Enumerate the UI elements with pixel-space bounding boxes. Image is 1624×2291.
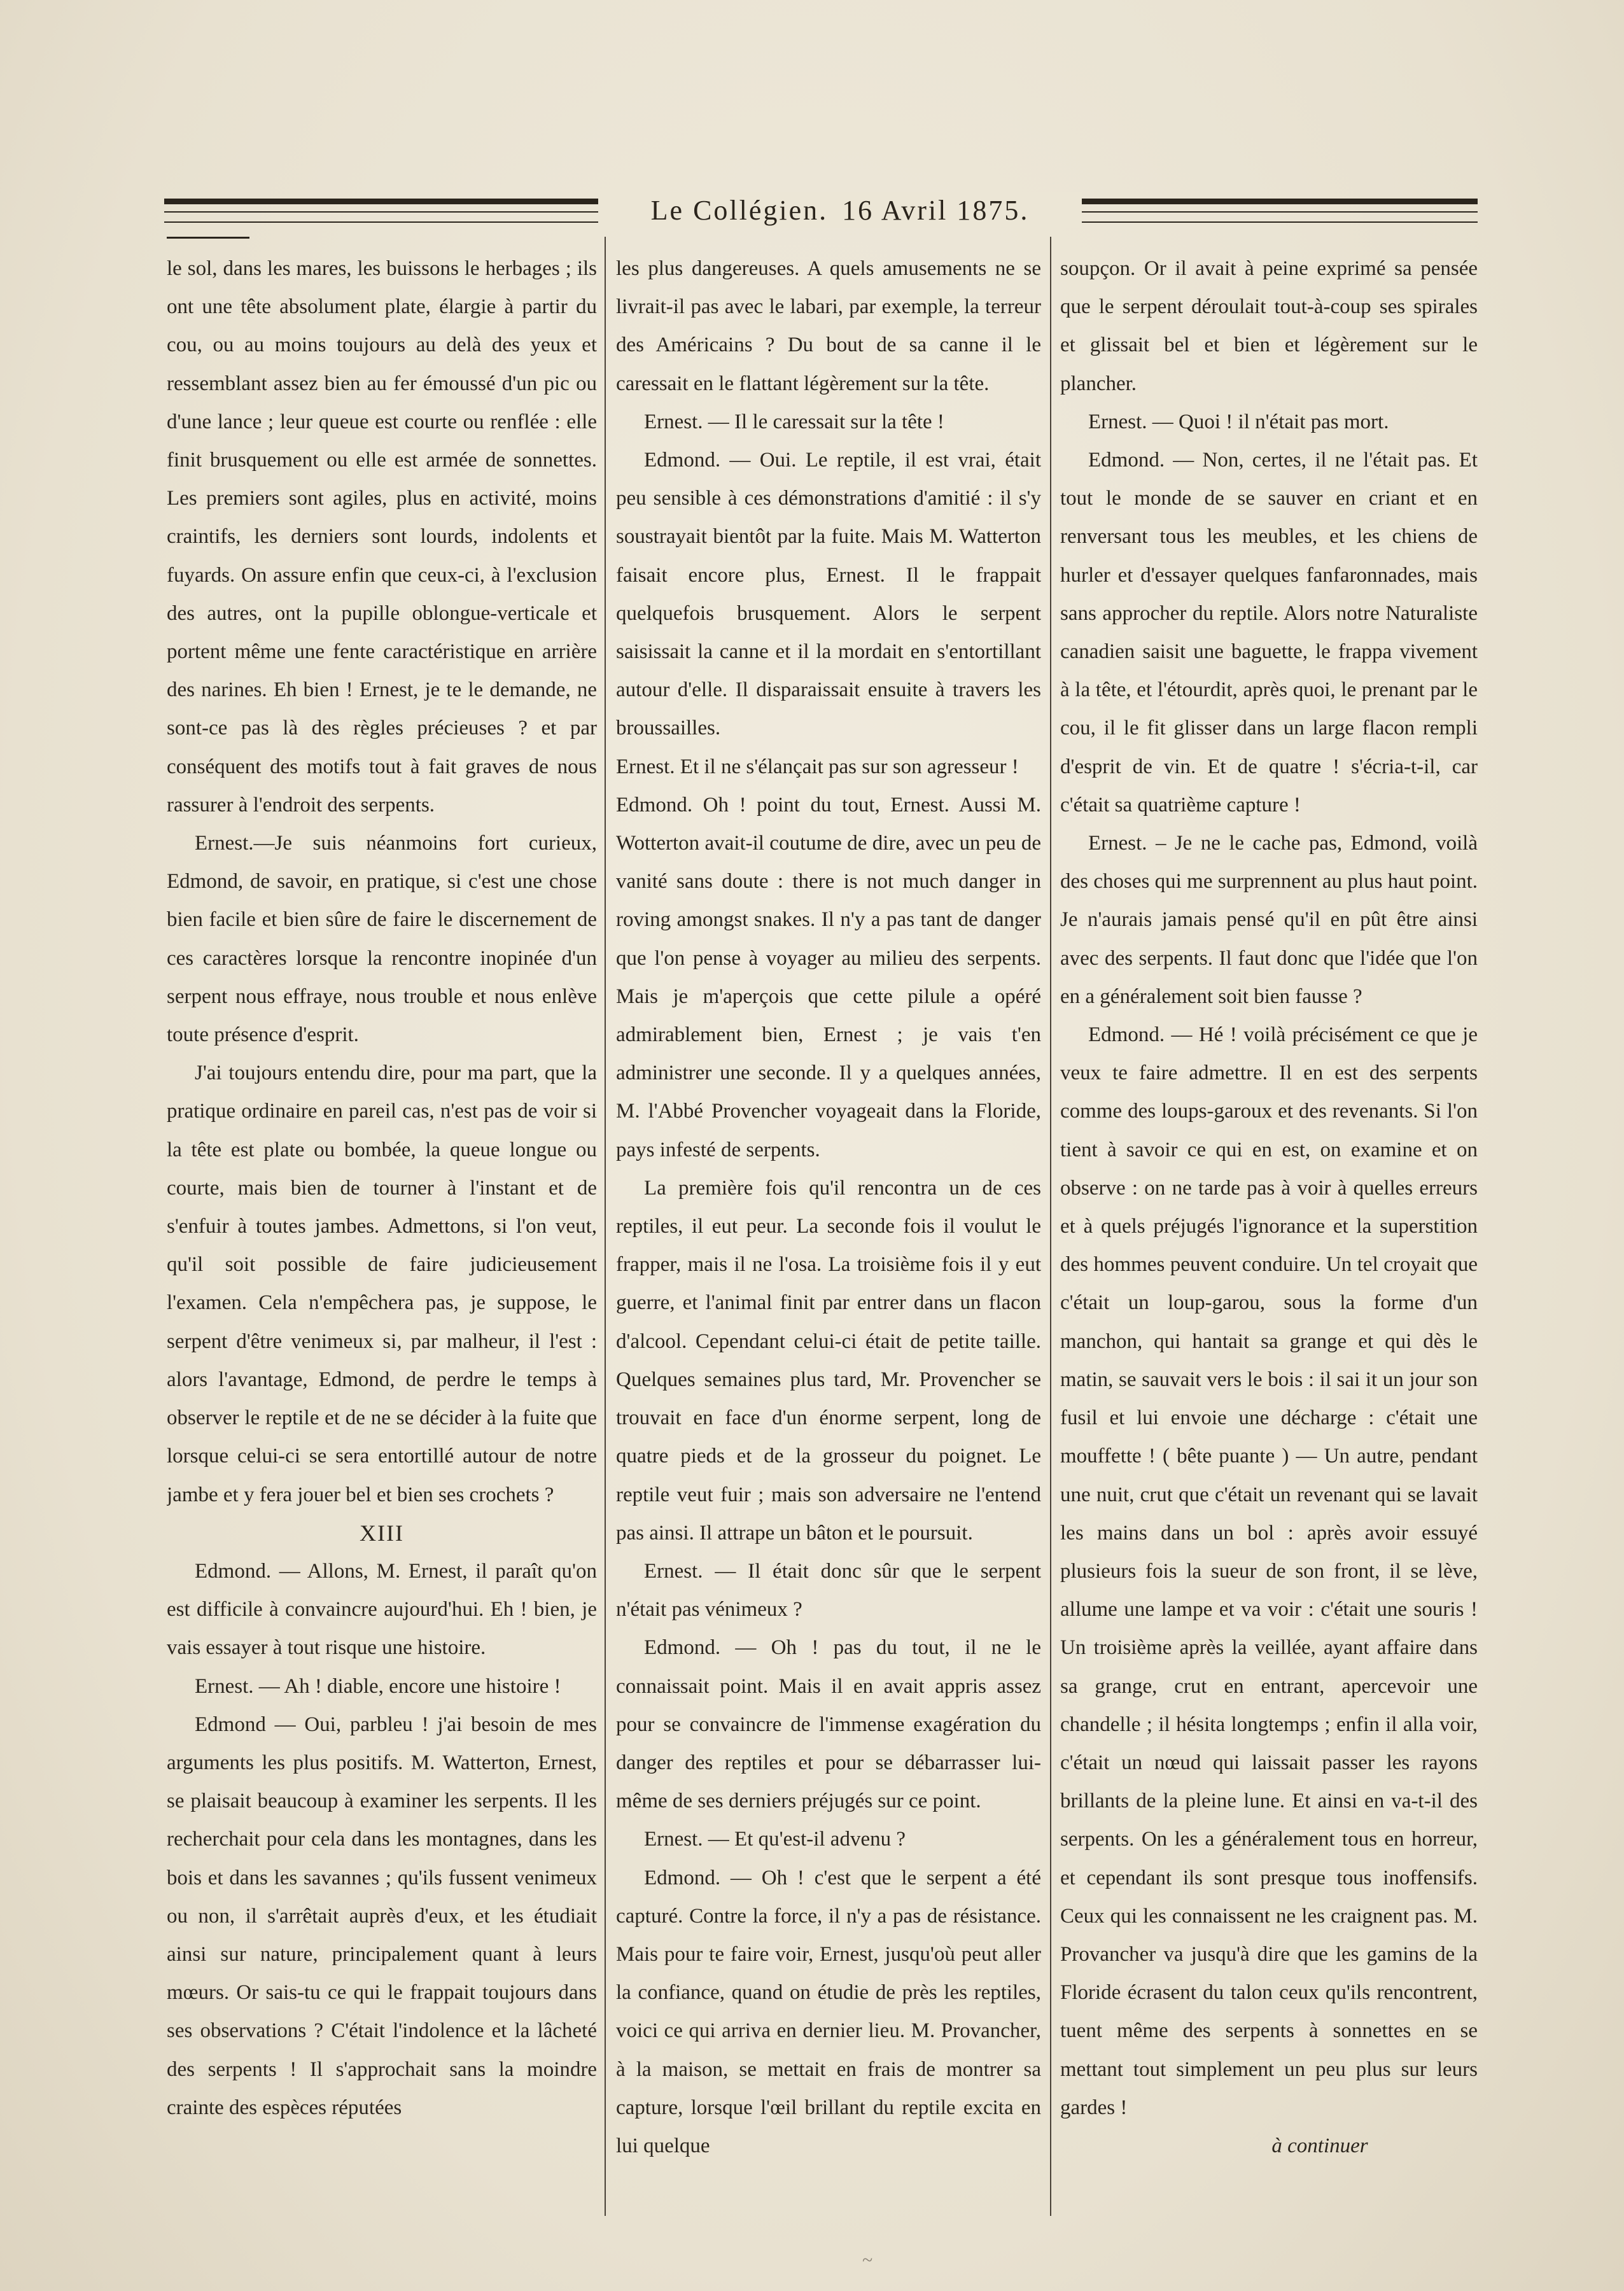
text-column-1: [167, 249, 597, 2222]
paragraph: Edmond. Oh ! point du tout, Ernest. Aussi M. Wotterton avait-il coutume de dire, avec un peu de vanité sans doute : there is not much danger in roving amongst snakes. Il n'y a pas tant de danger que l'on pense à voyager au milieu des serpents. Mais je m'aperçois que cette pilule a opéré admirablement bien, Ernest ; je vais t'en administrer une seconde. Il y a quelques années, M. l'Abbé Provencher voyageait dans la Floride, pays infesté de serpents.: [616, 793, 1041, 1161]
section-number: XIII: [360, 1520, 404, 1546]
paragraph: La première fois qu'il rencontra un de ces reptiles, il eut peur. La seconde fois il voulut le frapper, mais il ne l'osa. La troisième fois il y eut guerre, et l'animal finit par entrer dans un flacon d'alcool. Cependant celui-ci était de petite taille. Quelques semaines plus tard, Mr. Provencher se trouvait en face d'un énorme serpent, long de quatre pieds et de la grosseur du poignet. Le reptile veut fuir ; mais son adversaire ne l'entend pas ainsi. Il attrape un bâton et le poursuit.: [616, 1176, 1041, 1545]
column-divider-2: [1050, 237, 1051, 2216]
paragraph: Edmond — Oui, parbleu ! j'ai besoin de mes arguments les plus positifs. M. Watterton, Ernest, se plaisait beaucoup à examiner les serpents. Il les recherchait pour cela dans les montagnes, dans les bois et dans les savannes ; qu'ils fussent venimeux ou non, il s'arrêtait auprès d'eux, et les étudiait ainsi sur nature, principalement quant à leurs mœurs. Or sais-tu ce qui le frappait toujours dans ses observations ? C'était l'indolence et la lâcheté des serpents ! Il s'approchait sans la moindre crainte des espèces réputées: [167, 1713, 597, 2119]
running-header: [598, 192, 1082, 228]
paragraph: Ernest. — Il le caressait sur la tête !: [644, 410, 944, 433]
column-corner-mark: [167, 237, 249, 239]
column-divider-1: [605, 237, 606, 2216]
paragraph: Ernest. Et il ne s'élançait pas sur son agresseur !: [616, 755, 1019, 778]
paragraph: Edmond. — Hé ! voilà précisément ce que je veux te faire admettre. Il en est des serpents comme des loups-garoux et des revenants. Si l'on tient à savoir ce qui en est, on examine et on observe : on ne tarde pas à voir à quelles erreurs et à quels préjugés l'ignorance et la superstition des hommes peuvent conduire. Un tel croyait que c'était un loup-garou, sous la forme d'un manchon, qui hantait sa grange et qui dès le matin, se sauvait vers le bois : il sai it un jour son fusil et lui envoie une décharge : c'était une mouffette ! ( bête puante ) — Un autre, pendant une nuit, crut que c'était un revenant qui se lavait les mains dans un bol : après avoir essuyé plusieurs fois la sueur de son front, il se lève, allume une lampe et va voir : c'était une souris ! Un troisième après la veillée, ayant affaire dans sa grange, crut en entrant, apercevoir une chandelle ; il hésita longtemps ; enfin il alla voir, c'était un nœud qui laissait passer les rayons brillants de la pleine lune. Et ainsi en va-t-il des serpents. On les a généralement tous en horreur, et cependant ils sont presque tous inoffensifs. Ceux qui les connaissent ne les craignent pas. M. Provancher va jusqu'à dire que les gamins de la Floride écrasent du talon ceux qu'ils rencontrent, tuent même des serpents à sonnettes en se mettant tout simplement un peu plus sur leurs gardes !: [1060, 1023, 1478, 2119]
paragraph: Edmond. — Oui. Le reptile, il est vrai, était peu sensible à ces démonstrations d'amitié : il s'y soustrayait bientôt par la fuite. Mais M. Watterton faisait encore plus, Ernest. Il le frappait quelquefois brusquement. Alors le serpent saisissait la canne et il la mordait en s'entortillant autour d'elle. Il disparaissait ensuite à travers les broussailles.: [616, 449, 1041, 740]
paragraph: Ernest. — Et qu'est-il advenu ?: [644, 1828, 906, 1851]
paragraph: Edmond. — Non, certes, il ne l'était pas. Et tout le monde de se sauver en criant et en renversant tous les meubles, et les chiens de hurler et d'essayer quelques fanfaronnades, mais sans approcher du reptile. Alors notre Naturaliste canadien saisit une baguette, le frappa vivement à la tête, et l'étourdit, après quoi, le prenant par le cou, il le fit glisser dans un large flacon rempli d'esprit de vin. Et de quatre ! s'écria-t-il, car c'était sa quatrième capture !: [1060, 449, 1478, 816]
issue-date: 16 Avril 1875.: [842, 194, 1030, 226]
newspaper-title: Le Collégien.: [650, 194, 829, 226]
paragraph: Edmond. — Oh ! c'est que le serpent a été capturé. Contre la force, il n'y a pas de résistance. Mais pour te faire voir, Ernest, jusqu'où peut aller la confiance, quand on étudie de près les reptiles, voici ce qui arriva en dernier lieu. M. Provancher, à la maison, se mettait en frais de montrer sa capture, lorsque l'œil brillant du reptile excita en lui quelque: [616, 1866, 1041, 2157]
paragraph: Edmond. — Oh ! pas du tout, il ne le connaissait point. Mais il en avait appris assez pour se convaincre de l'immense exagération du danger des reptiles et pour se débarrasser lui-même de ses derniers préjugés sur ce point.: [616, 1636, 1041, 1813]
paragraph: Ernest. — Il était donc sûr que le serpent n'était pas vénimeux ?: [616, 1559, 1041, 1622]
continuation-note: à continuer: [1271, 2134, 1368, 2157]
printer-smudge: ~: [862, 2250, 873, 2271]
text-column-2: [616, 249, 1041, 2222]
paragraph: le sol, dans les mares, les buissons le herbages ; ils ont une tête absolument plate, élargie à partir du cou, ou au moins toujours au delà des yeux et ressemblant assez bien au fer émoussé d'un pic ou d'une lance ; leur queue est courte ou renflée : elle finit brusquement ou elle est armée de sonnettes. Les premiers sont agiles, plus en activité, moins craintifs, les derniers sont lourds, indolents et fuyards. On assure enfin que ceux-ci, à l'exclusion des autres, ont la pupille oblongue-verticale et portent même une fente caractéristique en arrière des narines. Eh bien ! Ernest, je te le demande, ne sont-ce pas là des règles précieuses ? et par conséquent des motifs tout à fait graves de nous rassurer à l'endroit des serpents.: [167, 257, 597, 816]
paragraph: Ernest. — Quoi ! il n'était pas mort.: [1088, 410, 1389, 433]
paragraph: Edmond. — Allons, M. Ernest, il paraît qu'on est difficile à convaincre aujourd'hui. Eh ! bien, je vais essayer à tout risque une histoire.: [167, 1559, 597, 1660]
paragraph: Ernest. – Je ne le cache pas, Edmond, voilà des choses qui me surprennent au plus haut point. Je n'aurais jamais pensé qu'il en pût être ainsi avec des serpents. Il faut donc que l'idée que l'on en a généralement soit bien fausse ?: [1060, 832, 1478, 1008]
paragraph: J'ai toujours entendu dire, pour ma part, que la pratique ordinaire en pareil cas, n'est pas de voir si la tête est plate ou bombée, la queue longue ou courte, mais bien de tourner à l'instant et de s'enfuir à toutes jambes. Admettons, si l'on veut, qu'il soit possible de faire judicieusement l'examen. Cela n'empêchera pas, je suppose, le serpent d'être venimeux si, par malheur, il l'est : alors l'avantage, Edmond, de perdre le temps à observer le reptile et de ne se décider à la fuite que lorsque celui-ci se sera entortillé autour de notre jambe et y fera jouer bel et bien ses crochets ?: [167, 1061, 597, 1506]
paragraph: Ernest. — Ah ! diable, encore une histoire !: [195, 1674, 561, 1698]
paragraph: soupçon. Or il avait à peine exprimé sa pensée que le serpent déroulait tout-à-coup ses spirales et glissait bel et bien et légèrement sur le plancher.: [1060, 257, 1478, 395]
text-column-3: [1060, 249, 1478, 2222]
paragraph: Ernest.—Je suis néanmoins fort curieux, Edmond, de savoir, en pratique, si c'est une chose bien facile et bien sûre de faire le discernement de ces caractères lorsque la rencontre inopinée d'un serpent nous effraye, nous trouble et nous enlève toute présence d'esprit.: [167, 832, 597, 1047]
paragraph: les plus dangereuses. A quels amusements ne se livrait-il pas avec le labari, par exemple, la terreur des Américains ? Du bout de sa canne il le caressait en le flattant légèrement sur la tête.: [616, 257, 1041, 395]
